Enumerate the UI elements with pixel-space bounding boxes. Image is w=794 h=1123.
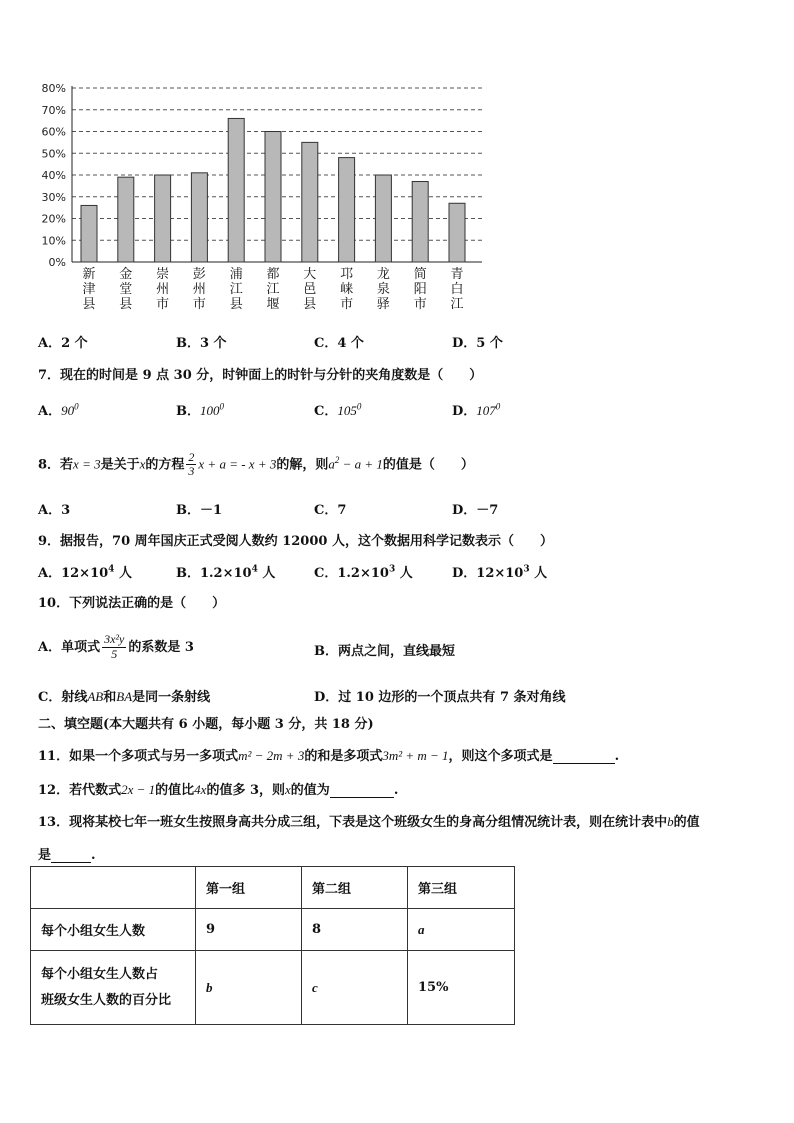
bar xyxy=(412,182,428,262)
bar xyxy=(155,175,171,262)
y-tick-label: 40% xyxy=(41,169,66,182)
table-row xyxy=(31,867,515,909)
option-c: C．4 个 xyxy=(314,336,364,351)
x-tick-label: 浦江县 xyxy=(229,267,243,312)
bar xyxy=(339,158,355,262)
q8-option-a: A．3 xyxy=(38,503,71,518)
bar xyxy=(265,132,281,263)
q9-option-a: A．$12\times 10^4$ 人 xyxy=(38,564,132,581)
q9-option-c: C．$1.2\times 10^3$ 人 xyxy=(314,564,413,581)
q9-option-b: B．$1.2\times 10^4$ 人 xyxy=(176,564,276,581)
table-cell: 9 xyxy=(196,909,302,951)
y-tick-label: 20% xyxy=(41,212,66,226)
x-tick-label: 龙泉驿 xyxy=(376,267,390,312)
x-tick-label: 新津县 xyxy=(82,267,96,312)
q12-stem: 12．若代数式2x − 1的值比4x的值多 3，则x的值为 . xyxy=(38,782,399,798)
x-tick-label: 崇州市 xyxy=(156,267,170,312)
option-d: D．5 个 xyxy=(452,336,503,351)
table-cell: 每个小组女生人数 xyxy=(31,909,196,951)
q7-stem: 7．现在的时间是 9 点 30 分，时钟面上的时针与分针的夹角度数是（ ） xyxy=(38,368,483,383)
table-cell: b xyxy=(196,951,302,1025)
answer-blank xyxy=(330,783,394,798)
q10-option-d: D．过 10 边形的一个顶点共有 7 条对角线 xyxy=(314,690,566,705)
table-cell: 第三组 xyxy=(408,867,515,909)
x-tick-label: 金堂县 xyxy=(119,267,133,312)
y-tick-label: 0% xyxy=(48,256,66,269)
y-tick-label: 80% xyxy=(41,82,66,95)
bar xyxy=(118,177,134,262)
x-tick-label: 都江堰 xyxy=(266,267,280,312)
x-tick-label: 青白江 xyxy=(450,267,464,312)
table-cell: 第一组 xyxy=(196,867,302,909)
q7-option-b: B．$100^0$ xyxy=(176,401,224,419)
q8-stem: 8．若x = 3是关于x的方程 $\frac{2}{3}$ x + a = - x + 3的解，则$a^2 - a + 1$的值是（ ） xyxy=(38,449,474,479)
x-tick-label: 大邑县 xyxy=(303,267,317,312)
q10-option-c: C．射线AB和BA是同一条射线 xyxy=(38,689,211,705)
bar xyxy=(449,203,465,262)
q10-option-a: A．单项式 $\frac{\text{3x²y}}{5}$ 的系数是 3 xyxy=(38,632,194,661)
option-a: A．2 个 xyxy=(38,336,88,351)
bar xyxy=(191,173,207,262)
q8-option-b: B．－1 xyxy=(176,503,223,518)
fraction: $\frac{\text{3x²y}}{5}$ xyxy=(104,632,125,661)
bar xyxy=(302,142,318,262)
q10-stem: 10．下列说法正确的是（ ） xyxy=(38,596,226,611)
table-cell: 15% xyxy=(408,951,515,1025)
y-tick-label: 60% xyxy=(41,125,66,139)
y-tick-label: 30% xyxy=(41,190,66,204)
table-cell xyxy=(31,867,196,909)
q7-option-c: C．$105^0$ xyxy=(314,401,362,419)
bar-chart xyxy=(30,78,500,328)
table-row xyxy=(31,909,515,951)
bar xyxy=(81,205,97,262)
q7-option-a: A．$90^0$ xyxy=(38,401,79,419)
table-cell: c xyxy=(302,951,408,1025)
x-tick-label: 彭州市 xyxy=(192,267,206,312)
q7-option-d: D．$107^0$ xyxy=(452,401,501,419)
q10-option-b: B．两点之间，直线最短 xyxy=(314,644,455,659)
answer-blank xyxy=(51,848,91,863)
q9-option-d: D．$12\times 10^3$ 人 xyxy=(452,564,548,581)
bar xyxy=(375,175,391,262)
answer-blank xyxy=(553,749,615,764)
q9-stem: 9．据报告，70 周年国庆正式受阅人数约 12000 人，这个数据用科学记数表示（ ） xyxy=(38,534,553,549)
x-tick-label: 邛崃市 xyxy=(340,267,354,312)
q11-stem: 11．如果一个多项式与另一多项式m² − 2m + 3的和是多项式3m² + m − 1，则这个多项式是 . xyxy=(38,748,620,764)
fraction: $\frac{2}{3}$ xyxy=(188,449,195,479)
q8-option-c: C．7 xyxy=(314,503,347,518)
table-cell: 每个小组女生人数占 班级女生人数的百分比 xyxy=(31,951,196,1025)
bar xyxy=(228,118,244,262)
table-cell: a xyxy=(408,909,515,951)
y-tick-label: 50% xyxy=(41,147,66,161)
q8-option-d: D．－7 xyxy=(452,503,499,518)
table-cell: 第二组 xyxy=(302,867,408,909)
table-row xyxy=(31,951,515,1025)
section-title: 二、填空题(本大题共有 6 小题，每小题 3 分，共 18 分) xyxy=(38,717,374,732)
stats-table xyxy=(30,866,515,1025)
x-tick-label: 简阳市 xyxy=(413,267,427,312)
q13-stem: 13．现将某校七年一班女生按照身高共分成三组，下表是这个班级女生的身高分组情况统计表，则在统计表中b的值 xyxy=(38,814,700,830)
y-tick-label: 70% xyxy=(41,103,66,117)
option-b: B．3 个 xyxy=(176,336,227,351)
table-cell: 8 xyxy=(302,909,408,951)
y-tick-label: 10% xyxy=(41,234,66,248)
q13-stem-line2: 是 . xyxy=(38,848,96,863)
